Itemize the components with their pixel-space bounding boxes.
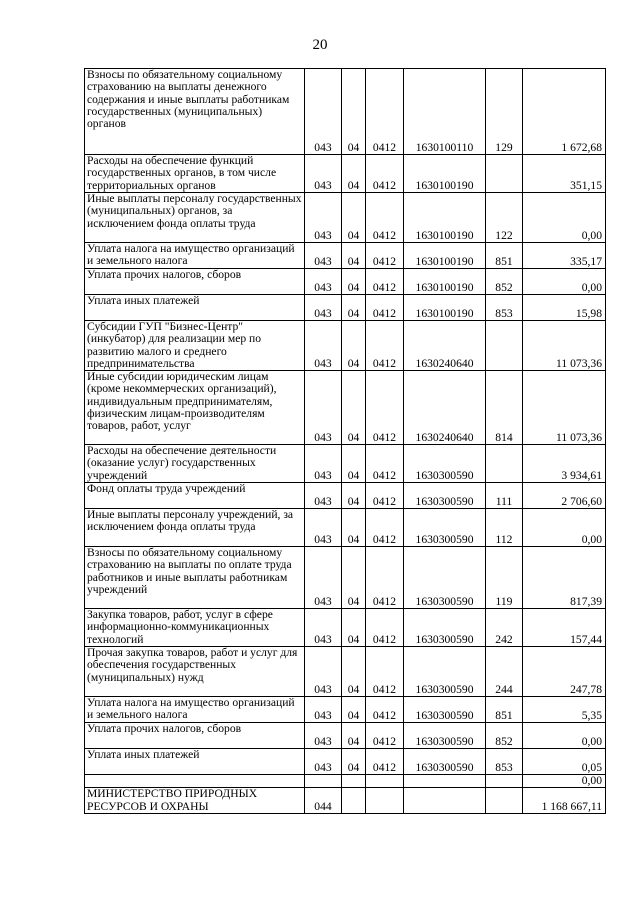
row-expense-type-code: [486, 155, 523, 193]
row-amount: 2 706,60: [523, 483, 606, 509]
row-ministry-code: 043: [305, 445, 342, 483]
row-amount: 11 073,36: [523, 321, 606, 371]
row-amount: 335,17: [523, 243, 606, 269]
row-expense-type-code: 244: [486, 647, 523, 697]
row-name: Уплата прочих налогов, сборов: [85, 269, 305, 295]
row-expense-type-code: 852: [486, 723, 523, 749]
row-section-code: [342, 788, 366, 814]
table-row: [85, 609, 606, 647]
table-row: [85, 547, 606, 609]
row-expense-type-code: 122: [486, 193, 523, 243]
row-amount: 5,35: [523, 697, 606, 723]
budget-table: [84, 68, 606, 814]
row-target-code: 1630300590: [404, 723, 486, 749]
row-section-code: 04: [342, 371, 366, 445]
row-expense-type-code: 814: [486, 371, 523, 445]
row-section-code: 04: [342, 609, 366, 647]
row-amount: 247,78: [523, 647, 606, 697]
table-row: [85, 243, 606, 269]
row-subsection-code: 0412: [366, 509, 404, 547]
row-expense-type-code: [486, 775, 523, 788]
row-amount: 0,00: [523, 723, 606, 749]
row-subsection-code: 0412: [366, 243, 404, 269]
row-expense-type-code: 851: [486, 697, 523, 723]
row-amount: 0,00: [523, 775, 606, 788]
row-target-code: 1630300590: [404, 609, 486, 647]
row-ministry-code: 043: [305, 609, 342, 647]
row-ministry-code: 044: [305, 788, 342, 814]
row-target-code: 1630300590: [404, 483, 486, 509]
row-amount: 0,00: [523, 193, 606, 243]
row-section-code: 04: [342, 269, 366, 295]
row-subsection-code: 0412: [366, 483, 404, 509]
row-target-code: [404, 788, 486, 814]
row-subsection-code: 0412: [366, 445, 404, 483]
row-amount: 0,00: [523, 269, 606, 295]
table-row: [85, 788, 606, 814]
row-name: Расходы на обеспечение функций государственных органов, в том числе территориальных органов: [85, 155, 305, 193]
row-section-code: 04: [342, 723, 366, 749]
row-subsection-code: 0412: [366, 371, 404, 445]
row-target-code: 1630100190: [404, 155, 486, 193]
table-row: [85, 445, 606, 483]
row-expense-type-code: 853: [486, 749, 523, 775]
table-row: [85, 155, 606, 193]
row-ministry-code: 043: [305, 243, 342, 269]
row-ministry-code: 043: [305, 69, 342, 155]
row-expense-type-code: [486, 445, 523, 483]
row-target-code: 1630240640: [404, 371, 486, 445]
row-section-code: 04: [342, 155, 366, 193]
row-ministry-code: 043: [305, 697, 342, 723]
row-section-code: 04: [342, 295, 366, 321]
row-section-code: 04: [342, 321, 366, 371]
row-ministry-code: 043: [305, 723, 342, 749]
row-amount: 817,39: [523, 547, 606, 609]
row-ministry-code: 043: [305, 321, 342, 371]
row-name: МИНИСТЕРСТВО ПРИРОДНЫХ РЕСУРСОВ И ОХРАНЫ: [85, 788, 305, 814]
row-subsection-code: 0412: [366, 193, 404, 243]
row-section-code: 04: [342, 749, 366, 775]
row-target-code: 1630300590: [404, 697, 486, 723]
row-section-code: 04: [342, 647, 366, 697]
row-ministry-code: 043: [305, 509, 342, 547]
row-section-code: 04: [342, 483, 366, 509]
row-amount: 351,15: [523, 155, 606, 193]
row-amount: 157,44: [523, 609, 606, 647]
row-target-code: 1630300590: [404, 445, 486, 483]
row-expense-type-code: [486, 788, 523, 814]
table-row: [85, 69, 606, 155]
row-amount: 0,00: [523, 509, 606, 547]
table-row: [85, 193, 606, 243]
row-target-code: [404, 775, 486, 788]
table-row: [85, 269, 606, 295]
table-row: [85, 697, 606, 723]
row-target-code: 1630300590: [404, 647, 486, 697]
row-name: Взносы по обязательному социальному страхованию на выплаты денежного содержания и иные выплаты работникам государственных (муниципальных) органов: [85, 69, 305, 155]
row-subsection-code: 0412: [366, 749, 404, 775]
row-section-code: 04: [342, 547, 366, 609]
row-subsection-code: 0412: [366, 155, 404, 193]
row-ministry-code: 043: [305, 295, 342, 321]
row-name: Уплата налога на имущество организаций и земельного налога: [85, 243, 305, 269]
row-expense-type-code: 129: [486, 69, 523, 155]
row-expense-type-code: 851: [486, 243, 523, 269]
row-name: Иные выплаты персоналу государственных (муниципальных) органов, за исключением фонда оплаты труда: [85, 193, 305, 243]
row-subsection-code: 0412: [366, 547, 404, 609]
row-ministry-code: 043: [305, 371, 342, 445]
row-target-code: 1630100190: [404, 243, 486, 269]
row-subsection-code: [366, 788, 404, 814]
row-target-code: 1630100190: [404, 193, 486, 243]
row-expense-type-code: 242: [486, 609, 523, 647]
row-section-code: [342, 775, 366, 788]
table-row: [85, 647, 606, 697]
table-row: [85, 483, 606, 509]
row-subsection-code: 0412: [366, 723, 404, 749]
page-number: 20: [312, 37, 328, 53]
row-target-code: 1630100190: [404, 295, 486, 321]
row-subsection-code: 0412: [366, 69, 404, 155]
row-amount: 3 934,61: [523, 445, 606, 483]
table-row: [85, 723, 606, 749]
row-ministry-code: 043: [305, 483, 342, 509]
row-section-code: 04: [342, 193, 366, 243]
row-expense-type-code: 852: [486, 269, 523, 295]
row-expense-type-code: 119: [486, 547, 523, 609]
row-ministry-code: 043: [305, 647, 342, 697]
row-expense-type-code: 111: [486, 483, 523, 509]
row-target-code: 1630300590: [404, 749, 486, 775]
row-name: Прочая закупка товаров, работ и услуг для обеспечения государственных (муниципальных) нужд: [85, 647, 305, 697]
row-name: Иные субсидии юридическим лицам (кроме некоммерческих организаций), индивидуальным предпринимателям, физическим лицам-производителям товаров, работ, услуг: [85, 371, 305, 445]
row-ministry-code: 043: [305, 269, 342, 295]
row-section-code: 04: [342, 697, 366, 723]
row-expense-type-code: 853: [486, 295, 523, 321]
row-expense-type-code: [486, 321, 523, 371]
row-name: Взносы по обязательному социальному страхованию на выплаты по оплате труда работников и иные выплаты работникам учреждений: [85, 547, 305, 609]
row-name: Фонд оплаты труда учреждений: [85, 483, 305, 509]
row-name: Закупка товаров, работ, услуг в сфере информационно-коммуникационных технологий: [85, 609, 305, 647]
row-subsection-code: 0412: [366, 647, 404, 697]
row-section-code: 04: [342, 69, 366, 155]
row-ministry-code: 043: [305, 749, 342, 775]
row-ministry-code: 043: [305, 155, 342, 193]
row-ministry-code: [305, 775, 342, 788]
row-amount: 1 672,68: [523, 69, 606, 155]
table-row: [85, 775, 606, 788]
row-name: Уплата иных платежей: [85, 749, 305, 775]
row-subsection-code: 0412: [366, 697, 404, 723]
row-subsection-code: 0412: [366, 269, 404, 295]
row-name: Уплата налога на имущество организаций и земельного налога: [85, 697, 305, 723]
row-subsection-code: [366, 775, 404, 788]
row-section-code: 04: [342, 509, 366, 547]
row-section-code: 04: [342, 445, 366, 483]
table-row: [85, 321, 606, 371]
row-subsection-code: 0412: [366, 321, 404, 371]
row-amount: 1 168 667,11: [523, 788, 606, 814]
row-expense-type-code: 112: [486, 509, 523, 547]
table-row: [85, 509, 606, 547]
row-ministry-code: 043: [305, 547, 342, 609]
row-name: Уплата иных платежей: [85, 295, 305, 321]
row-subsection-code: 0412: [366, 295, 404, 321]
row-name: Расходы на обеспечение деятельности (оказание услуг) государственных учреждений: [85, 445, 305, 483]
table-row: [85, 749, 606, 775]
row-target-code: 1630240640: [404, 321, 486, 371]
row-ministry-code: 043: [305, 193, 342, 243]
row-target-code: 1630300590: [404, 547, 486, 609]
row-name: Субсидии ГУП "Бизнес-Центр" (инкубатор) для реализации мер по развитию малого и среднего предпринимательства: [85, 321, 305, 371]
row-amount: 15,98: [523, 295, 606, 321]
row-name: Уплата прочих налогов, сборов: [85, 723, 305, 749]
row-target-code: 1630100190: [404, 269, 486, 295]
row-name: [85, 775, 305, 788]
row-amount: 0,05: [523, 749, 606, 775]
row-subsection-code: 0412: [366, 609, 404, 647]
row-target-code: 1630300590: [404, 509, 486, 547]
row-amount: 11 073,36: [523, 371, 606, 445]
table-row: [85, 371, 606, 445]
table-row: [85, 295, 606, 321]
row-name: Иные выплаты персоналу учреждений, за исключением фонда оплаты труда: [85, 509, 305, 547]
row-section-code: 04: [342, 243, 366, 269]
row-target-code: 1630100110: [404, 69, 486, 155]
